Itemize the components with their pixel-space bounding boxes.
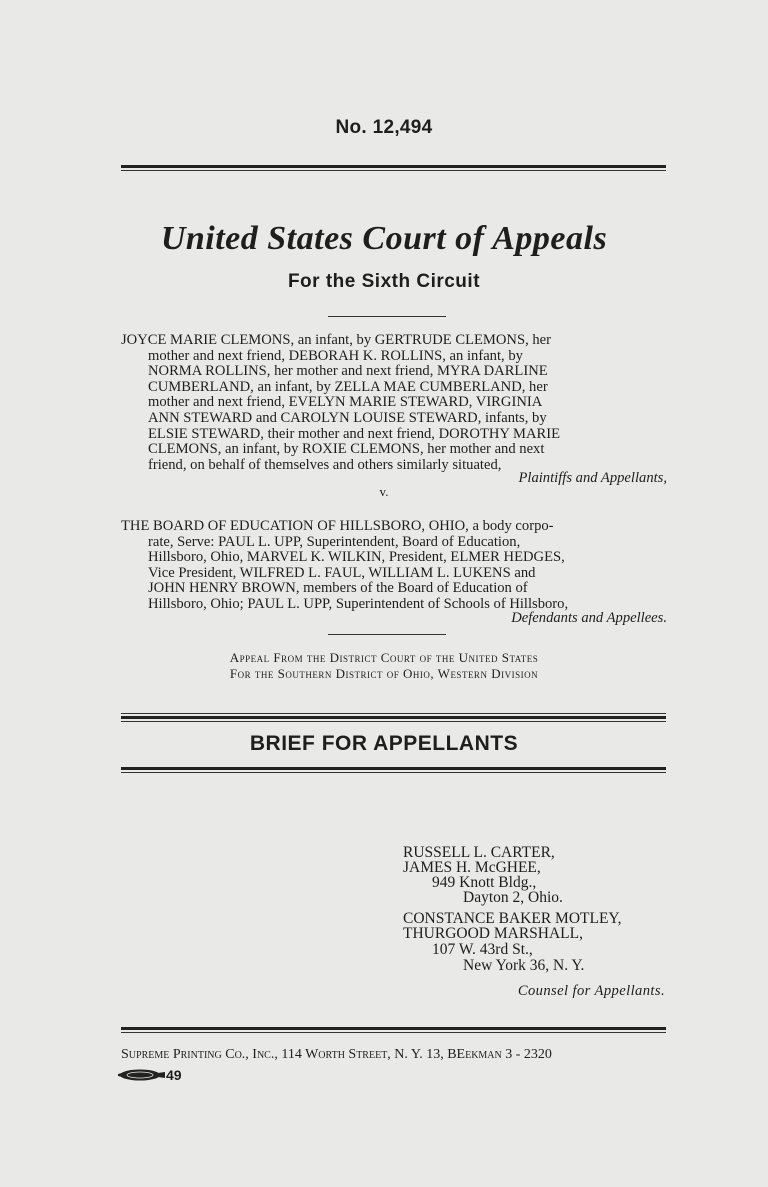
counsel-name: CONSTANCE BAKER MOTLEY, (403, 910, 622, 927)
plaintiffs-line: NORMA ROLLINS, her mother and next friend, MYRA DARLINE (148, 363, 548, 380)
defendants-line: JOHN HENRY BROWN, members of the Board of Education of (148, 580, 528, 597)
defendants-line: Hillsboro, Ohio, MARVEL K. WILKIN, President, ELMER HEDGES, (148, 549, 565, 566)
union-label-icon (118, 1068, 166, 1082)
circuit-name: For the Sixth Circuit (287, 271, 481, 292)
counsel-address: 107 W. 43rd St., (432, 941, 533, 958)
defendants-caption (121, 519, 667, 613)
court-name: United States Court of Appeals (160, 220, 608, 257)
defendants-line: rate, Serve: PAUL L. UPP, Superintendent, Board of Education, (148, 533, 521, 550)
plaintiffs-line: CUMBERLAND, an infant, by ZELLA MAE CUMBERLAND, her (148, 378, 548, 395)
brief-top-rule (121, 713, 666, 722)
defendants-line: Vice President, WILFRED L. FAUL, WILLIAM L. LUKENS and (148, 564, 536, 581)
plaintiffs-role: Plaintiffs and Appellants, (518, 470, 667, 486)
brief-title: BRIEF FOR APPELLANTS (249, 732, 519, 755)
top-double-rule (121, 165, 666, 171)
defendants-role: Defendants and Appellees. (511, 610, 667, 626)
counsel-name: RUSSELL L. CARTER, (403, 844, 555, 861)
versus-label: v. (379, 484, 389, 499)
counsel-address: Dayton 2, Ohio. (463, 889, 563, 906)
plaintiffs-line: CLEMONS, an infant, by ROXIE CLEMONS, her mother and next (148, 441, 545, 458)
defendants-line: Hillsboro, Ohio; PAUL L. UPP, Superintendent of Schools of Hillsboro, (148, 595, 569, 612)
counsel-name: JAMES H. McGHEE, (403, 859, 541, 876)
docket-number: No. 12,494 (335, 117, 433, 138)
footer-rule (121, 1027, 666, 1033)
plaintiffs-caption (121, 333, 667, 473)
counsel-name: THURGOOD MARSHALL, (403, 925, 583, 942)
plaintiffs-line: mother and next friend, DEBORAH K. ROLLINS, an infant, by (148, 347, 523, 364)
appeal-line-2: For the Southern District of Ohio, Western Division (229, 666, 539, 681)
counsel-address: 949 Knott Bldg., (432, 874, 537, 891)
appeal-line-1: Appeal From the District Court of the United States (229, 650, 539, 665)
defendants-line: THE BOARD OF EDUCATION OF HILLSBORO, OHIO, a body corpo- (121, 518, 554, 534)
short-divider (328, 634, 446, 635)
plaintiffs-line: JOYCE MARIE CLEMONS, an infant, by GERTRUDE CLEMONS, her (121, 332, 552, 348)
plaintiffs-line: ELSIE STEWARD, their mother and next friend, DOROTHY MARIE (148, 425, 561, 442)
short-divider (328, 316, 446, 317)
brief-bottom-rule (121, 767, 666, 773)
counsel-role: Counsel for Appellants. (517, 983, 665, 999)
plaintiffs-line: ANN STEWARD and CAROLYN LOUISE STEWARD, infants, by (148, 409, 547, 426)
plaintiffs-line: mother and next friend, EVELYN MARIE STEWARD, VIRGINIA (148, 394, 543, 411)
union-label-number: 49 (166, 1067, 182, 1083)
printer-line: Supreme Printing Co., Inc., 114 Worth Street, N. Y. 13, BEekman 3 - 2320 (121, 1047, 552, 1062)
counsel-address: New York 36, N. Y. (463, 957, 585, 974)
plaintiffs-line: friend, on behalf of themselves and others similarly situated, (148, 456, 502, 473)
